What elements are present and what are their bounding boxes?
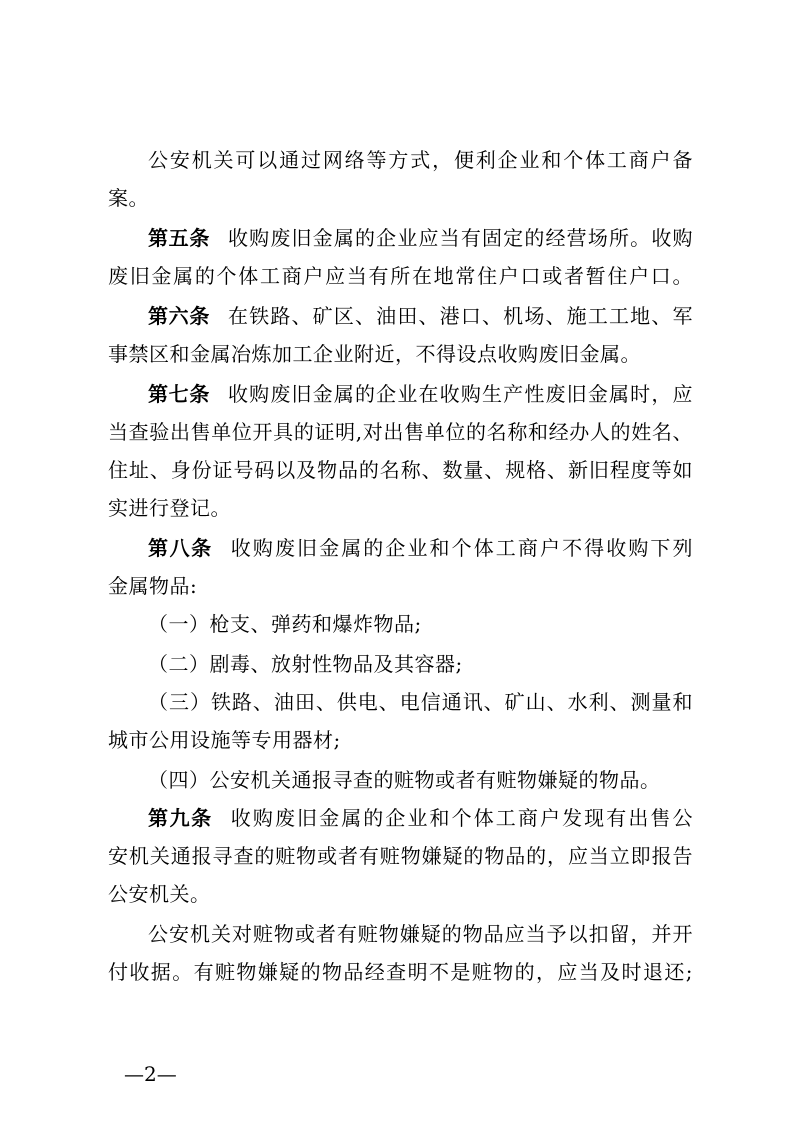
article-5-line [148,224,693,252]
paragraph-line: 案。 [108,186,149,210]
article-8-line [148,534,693,562]
article-8-label: 第八条 [148,536,213,560]
article-9-label: 第九条 [148,806,213,830]
article-6-label: 第六条 [148,304,210,328]
article-7-line: 当查验出售单位开具的证明,对出售单位的名称和经办人的姓名、 [108,420,693,444]
article-5-label: 第五条 [148,226,210,250]
article-7-line: 住址、身份证号码以及物品的名称、数量、规格、新旧程度等如 [108,458,693,482]
article-6-line: 事禁区和金属冶炼加工企业附近，不得设点收购废旧金属。 [108,342,641,366]
article-9-text: 收购废旧金属的企业和个体工商户发现有出售公 [230,806,694,830]
article-6-line [148,302,693,330]
article-7-text: 收购废旧金属的企业在收购生产性废旧金属时，应 [228,382,693,406]
article-5-line: 废旧金属的个体工商户应当有所在地常住户口或者暂住户口。 [108,264,693,288]
list-item: （四）公安机关通报寻查的赃物或者有赃物嫌疑的物品。 [148,768,661,792]
article-8-line: 金属物品: [108,574,198,598]
article-7-label: 第七条 [148,382,210,406]
article-6-text: 在铁路、矿区、油田、港口、机场、施工工地、军 [228,304,693,328]
article-8-text: 收购废旧金属的企业和个体工商户不得收购下列 [230,536,694,560]
paragraph-line: 公安机关对赃物或者有赃物嫌疑的物品应当予以扣留，并开 [148,922,693,946]
list-item: （三）铁路、油田、供电、电信通讯、矿山、水利、测量和 [148,690,693,714]
list-item: 城市公用设施等专用器材; [108,728,341,752]
article-7-line [148,380,693,408]
list-item: （一）枪支、弹药和爆炸物品; [148,612,422,636]
article-9-line: 安机关通报寻查的赃物或者有赃物嫌疑的物品的，应当立即报告 [108,844,693,868]
article-9-line [148,804,693,832]
article-5-text: 收购废旧金属的企业应当有固定的经营场所。收购 [228,226,693,250]
list-item: （二）剧毒、放射性物品及其容器; [148,652,463,676]
article-9-line: 公安机关。 [108,882,211,906]
paragraph-line: 付收据。有赃物嫌疑的物品经查明不是赃物的，应当及时退还; [108,960,693,984]
article-7-line: 实进行登记。 [108,496,231,520]
paragraph-line: 公安机关可以通过网络等方式，便利企业和个体工商户备 [148,148,693,172]
page-number: —2— [124,1062,177,1086]
